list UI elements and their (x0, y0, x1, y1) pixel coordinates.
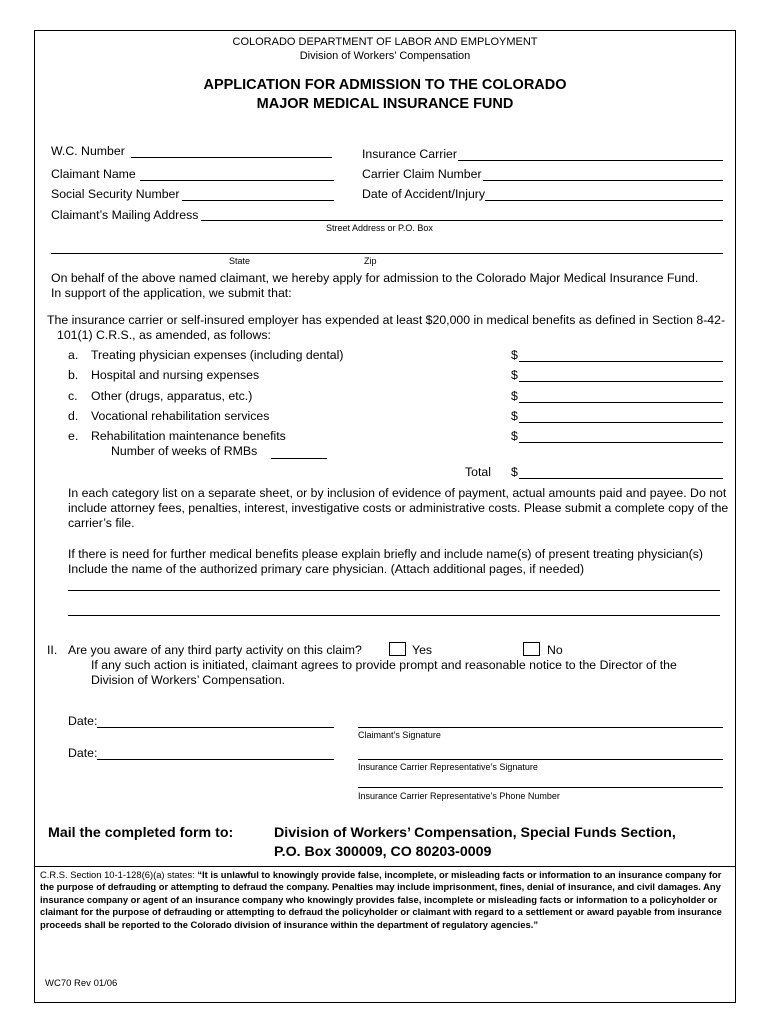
total-label: Total (465, 465, 491, 479)
section-1-line-1: The insurance carrier or self-insured employer has expended at least $20,000 in medical benefits as defined in Section 8-42- (47, 313, 726, 327)
city-state-zip-field[interactable] (51, 253, 723, 254)
expense-label: Rehabilitation maintenance benefits (91, 429, 286, 443)
instructions-line-3: carrier’s file. (68, 516, 135, 530)
section-1-line-2: 101(1) C.R.S., as amended, as follows: (57, 328, 271, 342)
disclaimer-separator (35, 866, 735, 867)
title-line-2: MAJOR MEDICAL INSURANCE FUND (256, 96, 514, 112)
third-party-notice-line-1: If any such action is initiated, claimant agrees to provide prompt and reasonable notice to the Director of the (91, 658, 677, 672)
expense-amount-field[interactable] (519, 381, 723, 382)
expense-letter: c. (68, 389, 78, 403)
date-of-accident-field[interactable] (485, 200, 723, 201)
date-label-2: Date: (68, 746, 98, 760)
mail-label: Mail the completed form to: (48, 825, 234, 841)
zip-hint: Zip (364, 256, 377, 266)
mail-address-line-2: P.O. Box 300009, CO 80203-0009 (274, 844, 492, 860)
claimant-signature-label: Claimant’s Signature (358, 730, 441, 740)
claimant-name-label: Claimant Name (51, 167, 136, 181)
date-field-1[interactable] (97, 727, 334, 728)
expense-amount-field[interactable] (519, 402, 723, 403)
ssn-label: Social Security Number (51, 187, 180, 201)
division-name: Division of Workers’ Compensation (299, 50, 471, 62)
fraud-disclaimer (40, 869, 732, 931)
rep-phone-label: Insurance Carrier Representative’s Phone Number (358, 791, 560, 801)
expense-letter: a. (68, 348, 79, 362)
state-hint: State (229, 256, 251, 266)
form-id: WC70 Rev 01/06 (45, 978, 118, 989)
no-label: No (547, 643, 563, 657)
intro-line-2: In support of the application, we submit that: (51, 286, 292, 300)
no-checkbox[interactable] (523, 642, 540, 656)
expense-amount-field[interactable] (519, 361, 723, 362)
section-2-numeral: II. (47, 643, 58, 657)
claimant-signature-field[interactable] (358, 727, 723, 728)
explanation-line-2[interactable] (68, 615, 720, 616)
expense-label: Hospital and nursing expenses (91, 368, 260, 382)
insurance-carrier-label: Insurance Carrier (362, 147, 457, 161)
expense-label: Vocational rehabilitation services (91, 409, 270, 423)
dollar-sign: $ (511, 409, 518, 423)
street-address-hint: Street Address or P.O. Box (326, 223, 433, 233)
expense-label: Other (drugs, apparatus, etc.) (91, 389, 253, 403)
explanation-line-1[interactable] (68, 590, 720, 591)
instructions-line-1: In each category list on a separate sheet, or by inclusion of evidence of payment, actual amounts paid and payee. Do not (68, 486, 727, 500)
mailing-address-label: Claimant’s Mailing Address (51, 208, 199, 222)
wc-number-field[interactable] (131, 157, 332, 158)
insurance-carrier-field[interactable] (458, 160, 723, 161)
claimant-name-field[interactable] (140, 180, 334, 181)
yes-checkbox[interactable] (389, 642, 406, 656)
date-field-2[interactable] (97, 759, 334, 760)
intro-line-1: On behalf of the above named claimant, we hereby apply for admission to the Colorado Major Medical Insurance Fund. (51, 271, 699, 285)
mailing-address-field[interactable] (201, 220, 723, 221)
dollar-sign: $ (511, 429, 518, 443)
carrier-claim-number-label: Carrier Claim Number (362, 167, 482, 181)
total-dollar-sign: $ (511, 465, 518, 479)
expense-amount-field[interactable] (519, 442, 723, 443)
third-party-question: Are you aware of any third party activity on this claim? (68, 643, 362, 657)
date-label-1: Date: (68, 714, 98, 728)
ssn-field[interactable] (182, 200, 334, 201)
rmb-weeks-label: Number of weeks of RMBs (111, 444, 258, 458)
rep-signature-label: Insurance Carrier Representative’s Signature (358, 762, 538, 772)
department-name: COLORADO DEPARTMENT OF LABOR AND EMPLOYMENT (232, 36, 538, 48)
expense-label: Treating physician expenses (including dental) (91, 348, 344, 362)
mail-address-line-1: Division of Workers’ Compensation, Special Funds Section, (274, 825, 676, 841)
third-party-notice-line-2: Division of Workers’ Compensation. (91, 673, 286, 687)
disclaimer-prefix: C.R.S. Section 10-1-128(6)(a) states: (40, 869, 198, 880)
rep-signature-field[interactable] (358, 759, 723, 760)
rep-phone-field[interactable] (358, 787, 723, 788)
further-benefits-line-2: Include the name of the authorized primary care physician. (Attach additional pages, if needed) (68, 562, 585, 576)
dollar-sign: $ (511, 389, 518, 403)
total-amount-field[interactable] (519, 478, 723, 479)
carrier-claim-number-field[interactable] (483, 180, 723, 181)
wc-number-label: W.C. Number (51, 144, 125, 158)
expense-letter: d. (68, 409, 79, 423)
dollar-sign: $ (511, 348, 518, 362)
instructions-line-2: include attorney fees, penalties, interest, investigative costs or administrative costs. Please submit a complete copy of the (68, 501, 729, 515)
dollar-sign: $ (511, 368, 518, 382)
expense-amount-field[interactable] (519, 422, 723, 423)
title-line-1: APPLICATION FOR ADMISSION TO THE COLORADO (203, 77, 567, 93)
expense-letter: b. (68, 368, 79, 382)
yes-label: Yes (412, 643, 433, 657)
date-of-accident-label: Date of Accident/Injury (362, 187, 486, 201)
further-benefits-line-1: If there is need for further medical benefits please explain briefly and include name(s) of present treating physician(s) (68, 547, 703, 561)
expense-letter: e. (68, 429, 79, 443)
disclaimer-text: “It is unlawful to knowingly provide false, incomplete, or misleading facts or information to an insurance company for the purpose of defrauding or attempting to defraud the company. Penalties may include imprisonment, fines, denial of insurance, and civil damages. Any insurance company or agent of an insurance company who knowingly provides false, incomplete or misleading facts or information to a policyholder or claimant for the purpose of defrauding or attempting to defraud the policyholder or claimant with regard to a settlement or award payable from insurance proceeds shall be reported to the Colorado division of insurance within the department of regulatory agencies.” (40, 869, 722, 930)
rmb-weeks-field[interactable] (271, 458, 327, 459)
